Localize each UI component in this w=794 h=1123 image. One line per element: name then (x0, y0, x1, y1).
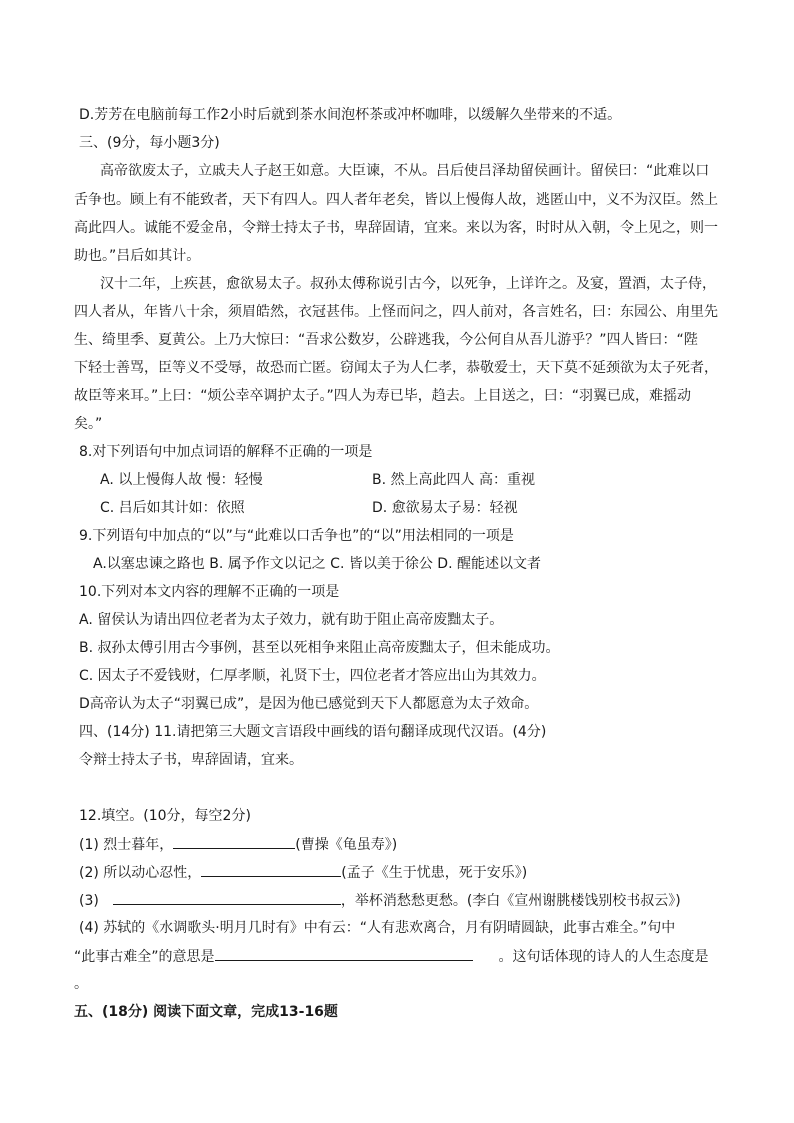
fill-blank-4-end: 。 (74, 976, 88, 992)
passage-line: 助也。”吕后如其计。 (74, 248, 201, 264)
section-three-heading: 三、(9分，每小题3分) (79, 135, 220, 151)
option-d-line: D.芳芳在电脑前每工作2小时后就到茶水间泡杯茶或冲杯咖啡，以缓解久坐带来的不适。 (79, 107, 622, 123)
passage-line: 矣。” (74, 416, 103, 432)
fill-blank-4 (74, 946, 709, 967)
fill-blank-2-source: (孟子《生于忧患，死于安乐》) (341, 865, 528, 881)
fill-blank-3-source: ，举杯消愁愁更愁。(李白《宣州谢朓楼饯别校书叔云》) (340, 893, 681, 909)
passage-line: 汉十二年，上疾甚，愈欲易太子。叔孙太傅称说引古今，以死争，上详许之。及宴，置酒，太子侍， (100, 276, 716, 292)
passage-line: 下轻士善骂，臣等义不受辱，故恐而亡匿。窃闻太子为人仁孝，恭敬爱士，天下莫不延颈欲为太子死者， (74, 360, 718, 376)
question-12-stem: 12.填空。(10分，每空2分) (79, 808, 251, 824)
fill-blank-4-prefix: “此事古难全”的意思是 (74, 949, 215, 965)
question-10-option-d: D高帝认为太子“羽翼已成”，是因为他已感觉到天下人都愿意为太子效命。 (79, 696, 539, 712)
passage-line: 舌争也。顾上有不能致者，天下有四人。四人者年老矣，皆以上慢侮人故，逃匿山中，义不为汉臣。然上 (74, 192, 718, 208)
section-four-heading: 四、(14分) 11.请把第三大题文言语段中画线的语句翻译成现代汉语。(4分) (79, 724, 547, 740)
question-10-option-a: A. 留侯认为请出四位老者为太子效力，就有助于阻止高帝废黜太子。 (79, 612, 504, 628)
fill-blank-1-prefix: (1) 烈士暮年， (79, 837, 174, 853)
passage-line: 故臣等来耳。”上曰：“烦公幸卒调护太子。”四人为寿已毕，趋去。上目送之，曰：“羽翼已成，难摇动 (74, 388, 692, 404)
section-five-heading: 五、(18分) 阅读下面文章，完成13-16题 (74, 1004, 338, 1020)
question-8-option-c: C. 吕后如其计如：依照 (100, 500, 245, 516)
passage-line: 高此四人。诚能不爱金帛，令辩士持太子书，卑辞固请，宜来。来以为客，时时从入朝，令上见之，则一 (74, 220, 718, 236)
fill-blank-2-prefix: (2) 所以动心忍性， (79, 865, 202, 881)
fill-blank-1 (79, 834, 397, 855)
question-9-stem: 9.下列语句中加点的“以”与“此难以口舌争也”的“以”用法相同的一项是 (79, 528, 514, 544)
question-8-option-b: B. 然上高此四人 高：重视 (372, 472, 535, 488)
passage-line: 四人者从，年皆八十余，须眉皓然，衣冠甚伟。上怪而问之，四人前对，各言姓名，曰：东园公、甪里先 (74, 304, 718, 320)
fill-blank-2 (79, 862, 527, 883)
question-9-options: A.以塞忠谏之路也 B. 属予作文以记之 C. 皆以美于徐公 D. 醒能述以文者 (93, 556, 541, 572)
question-10-option-c: C. 因太子不爱钱财，仁厚孝顺，礼贤下士，四位老者才答应出山为其效力。 (79, 668, 546, 684)
answer-blank[interactable] (201, 862, 341, 877)
passage-line: 高帝欲废太子，立戚夫人子赵王如意。大臣谏，不从。吕后使吕泽劫留侯画计。留侯曰：“此难以口 (100, 163, 710, 179)
question-10-stem: 10.下列对本文内容的理解不正确的一项是 (79, 584, 340, 600)
fill-blank-1-source: (曹操《龟虽寿》) (295, 837, 398, 853)
fill-blank-4-suffix: 。这句话体现的诗人的人生态度是 (498, 949, 709, 965)
answer-blank[interactable] (173, 834, 295, 849)
translation-sentence: 令辩士持太子书，卑辞固请，宜来。 (79, 752, 303, 768)
answer-blank[interactable] (215, 946, 473, 961)
passage-line: 生、绮里季、夏黄公。上乃大惊曰：“吾求公数岁，公辟逃我，今公何自从吾儿游乎？”四人皆曰：“陛 (74, 332, 698, 348)
question-8-option-d: D. 愈欲易太子易：轻视 (372, 500, 518, 516)
answer-blank[interactable] (113, 890, 341, 905)
fill-blank-3 (79, 890, 681, 911)
question-8-option-a: A. 以上慢侮人故 慢：轻慢 (100, 472, 263, 488)
fill-blank-4-stem: (4) 苏轼的《水调歌头·明月几时有》中有云：“人有悲欢离合，月有阴晴圆缺，此事古难全。”句中 (79, 920, 676, 936)
question-8-stem: 8.对下列语句中加点词语的解释不正确的一项是 (79, 444, 373, 460)
fill-blank-3-prefix: (3) (79, 893, 99, 909)
question-10-option-b: B. 叔孙太傅引用古今事例，甚至以死相争来阻止高帝废黜太子，但未能成功。 (79, 640, 560, 656)
